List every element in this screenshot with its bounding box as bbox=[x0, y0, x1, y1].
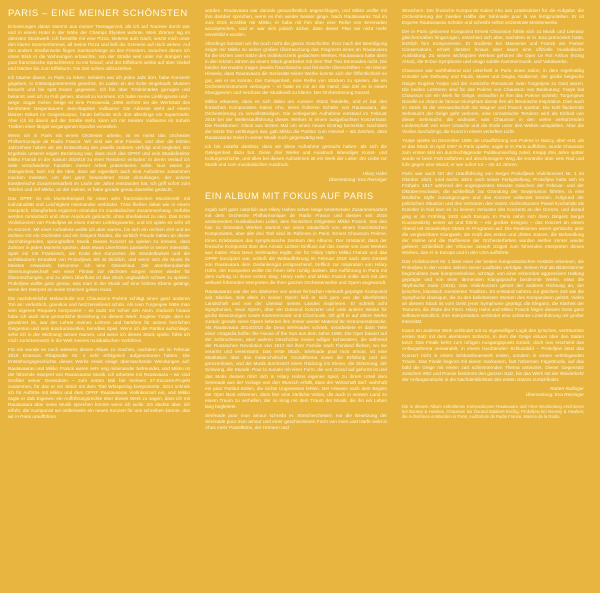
column-left bbox=[8, 8, 190, 423]
paragraph: Erinnerungen daran stammt aus meiner Teenagerzeit, als ich auf Tournee durch war und in einem Hotel in der Nähe der Champs Élysées wohnte. Mein Zimmer lag im obersten Stockwerk. Ich bestellte mir eine Pizza, kletterte aufs Dach, setzte mich unter den klaren Sommerhimmel, all meine Pizza und ließ die Szenerie auf mich wirken: Auf den andern Straßenseite fingen Samtvorhänge an den Fenstern, zwischen denen ich einen Blick in die Wohnungen erhaschte, von der Straße weit unter mir drangen ein paar französische Sprachfetzen zu mir hinauf, und der Eiffelturm wirkte auf über Giebel und Dächer bis zum Eiffelturm. Die Zeit schien stillzustehen. bbox=[8, 24, 190, 72]
paragraph: würden. Rautavaara war damals gesundheitlich angeschlagen, und Mikko wollte mit ihm darüber sprechen, wenn es ihm wieder besser ginge. Nach Rautavaaras Tod im Juni 2016 erzählte mir Mikko, er habe mit ihm über eine Reihe von Serenaden anzusprechen, und er war sich jedoch sicher, dass dieser Plan sei nicht mehr verwirklicht worden. bbox=[205, 8, 387, 38]
section-title-paris: PARIS – EINE MEINER SCHÖNSTEN bbox=[8, 8, 188, 19]
paragraph: Ich träume davon, in Paris zu leben. Seitdem war ich jedes Jahr dort, habe Konzerte gegeben, in Gästeappartements gewohnt, im Laden an der Ecke eingekauft, Museen besucht und bis spät Essen gegessen. Ich bin über Trödelmärkte gezogen und bekannt, weil ich zu Fuß gehen, überall zu kommen. Ich habe meine Lieblingsorte und -wege: Sagar meine Geige ist eine Pressenda ‚1865 verhört sie die Werkstatt des berühmten Geigenbauers Jean-Baptiste Vuillaume: Die Adresse steht auf einem kleinen Etikett im Geigenkorpus, heute befindet sich dort allerdings ein Supermarkt. Aber ich ist davon auf der Straße steht, kann ich mir Meister Vuillaume im trubeln Treiben einer längst vergangenen Epoche vorstellen. bbox=[8, 75, 190, 129]
paragraph: Streichern. Der finnische Komponist Kalevi Aho war prädestiniert für die Aufgabe, die Orchestrierung der zweiten Hälfte der Sérénade pour la vie fertigzustellen. Er ist Experte Rautavaaras Schüler und schreibt selbst orchestrale Meisterwerke. bbox=[402, 8, 584, 26]
paragraph: Sérénade pour mon amour schreibt er. Streicherchester: nur die Besetzung der Sérénade pour mon amour und einer geschlossenen Form von Horn und Harfe wirkt in Ahos mehr Pastelltöne, der Hörnern und bbox=[205, 412, 387, 430]
paragraph: Das OPRF ist ein Musterbeispiel für einen sehr französischen Musizierstil: mit individualität und Leichtigkeit miteinander verbindet. Töne fließen dabei wie in einem Gespräch. Klangfarben ergänzen einander im musikalischen Zusammenhang. Gefühle werden romantisch und ohne Ausdruck gebracht. ohne überladend zu sein. Das Erste Violinkonzert von Prokofjew ist eines meiner Lieblingswerke, und ich spiele es sehr oft im Konzert. Mit einer Aufnahme wollte ich aber warten, bis sich ein rechten Zeit und an rechten Ort ein Orchester und ein Dirigent fänden, die wirklich Freude hätten an dieser durchdringenden, sprunghaften Musik. Dieses Konzert so spielen zu können, dass Zuhörer in jeden Moment spürten, dass etwas Unerhörtes passierte in seiner Intensität, Spiel mir mit Frankreich, am Ende des Konzertes die Wandelbarkeit und die wohlklaubere Brutalität von Prokofjews Stil ist blicklich, und wenn sich die Musik ihr Meistes entwickelt, bekomme ich eine Gänsehaut. Die atemberaubende Stimmungswechsel von einer Phrase zur nächsten sorgen immer wieder für Überraschungen, und zu allem Überfluss ist das Stück unglaublich schwer zu spielen. Prokofjew wollte ganz genau, was man in der Musik auf eine höhere Ebene gelangt, wenn der Interpret an seine Grenzen gehen muss. bbox=[8, 196, 190, 292]
column-right bbox=[402, 8, 584, 420]
paragraph: Ich bin zutiefst dankbar, dass wir diese Aufnahme gemacht haben: als sich die Gelegenheit dazu bot. Diese drei Werke und Ausdruck lebendiger Kunst- und Kulturgeschichte, und alles bei diesen Aufnahmen ist ein Werk der Liebe: der Liebe zur Musik und zum musikalischen Ausdruck. bbox=[205, 143, 387, 168]
paragraph: Rautavaaras war der ein stärkeren von seiner ferrischen Herkunft geprägte Komponist seit Sibelius. Seit allein in seinen Opern ließ er sich gern von der überführten Landschaft und von der Literatur seines Landes inspirieren. Er schrieb acht Symphonien, neun Opern, über ein Dutzend Konzerte und viele andere Werke für große Besetzungen sowie Kammermusik und Chormusik. Oft griff er auf ältere Werke zurück: gerade seine Opern lieferten ihm immer wieder Material für Instrumentalstücke. Als Rautavaara 2014/2015 die Deux Sérénades schrieb, verarbeitete er darin Teile einer »tragedia buffa« the House of the Sun aus dem Jahre 1990. Die Oper basiert auf der zerbrochenen, aber wahren Geschichte zweier adliger Schwestern, die während der Russischen Revolution von 1917 mit ihrer Familie nach Finnland fliehen, wo sie verarmt und vereinsamt. Das erste Stück, Sérénade pour mon amour, ist eine Meditation über das melancholische Grundthema sowie die Erfüllung und ein grenzenloses, und die Musik durchsetzt einen Rückzug ins Kleine, die Stimmung, der Schwung, die Stunde. Pour la Sonate mit einer Form, die von Grund auf geformt ist und das Motiv dessen rührt sich in Hilary Hahns eigenes Spiel, zu ihrem Urteil dem Serenade aus der Vorlage von den Wunsch erfüllt, dass der Wirtschaft darf: wahrhaft ein paar Partitur-Zeilen, die nichts Ungewisses fehlen. Der Hinweis nach dem Beginn der Oper lässt erkennen, dass hier eine zärtliche Vision, die auch in seinem Land zu einem Traum zu verhelfen, der so innig mit dem Traum der Musik, die ihn ein Leben lang begleitete. bbox=[205, 288, 387, 409]
paragraph: Paris war auch Ort der Uraufführung von Sergei Prokofjews Violinkonzert Nr. 1 im Oktober 1923, rund sechs Jahre nach seiner Fertigstellung. Prokofjew hatte sich im Frühjahr 1917 während der angespannten Monate zwischen der Februar- und der Oktoberrevolution, die schließlich zur Gründung der Sowjetunion führten, in eine ländliche Idylle zurückgezogen und das Konzert vollendet können. Aufgrund der politischen Situation und des Vertrauen des Vaters Violinvirtuosen Paweł Kochański als Künstler in Kiel kam es zu keinem Verlusten des Konzerts an der Grenze, und darauf ging er im Frühling 1922 nach Europa. In Paris nahm sich dann Dirigent Sergei Koussewitzky seiner an und führte – ein großes Ereignis – das Konzert an einem Abend mit Strawinskys Oktett im Programm auf. Die Reaktionen waren gemischt, aber die vergleichbare Klangwelt, die Kraft des ersten und dritten Satzes, die Behandlung der Violine und die Raffinesse der Orchesterfarben wurden seither immer wieder gefeiert; schließlich der Virtuose Joseph Szigeti zum führenden Interpreten dieses Werkes, das er in Europa und in den USA aufführte. bbox=[402, 171, 584, 255]
paragraph: Ysaÿe spielte im Dezember 1896 die Uraufführung von Poème in Nancy, aber erst, als er das Stück im April 1897 in Paris spielte, sagte er in Paris aufführte, wurde Chausson zum ersten Mal ein durchschlagender Publikumserfolg zuteil. Knapp drei Jahre später wurde er beim Fahrradfahren auf abschüssigem Weg die Kontrolle über sein Rad und fuhr gegen eine Wand; er war sofort tot – mit 44 Jahren. bbox=[402, 137, 584, 168]
paragraph: Der in Paris geborene Komponist Ernest Chausson fühlte sich zu Musik und Literatur gleichermaßen hingezogen, entschied sich aber, nachdem er in Jura promoviert hatte, letztlich fürs Komponieren. Er studierte bei Massenet und Franck am Pariser Conservatoire, erhielt darüber hinaus aber kaum eine offizielle musikalische Ausbildung. Zu seinen wichtigsten Werken gehören die Oper Le Roi Arthus (König Artus), die B-Dur-Symphonie und einige subtile Kammermusik- und Vokalwerke. bbox=[402, 29, 584, 65]
author-name: Hilary Hahn bbox=[362, 171, 387, 177]
paragraph: Für ein wunde es noch weiteres diesen Album zu machen, nachdem wir im Februar 2019 Enescus Rhapsodie Nr. 1 sehr erfolgreich aufgenommen hatten. Die Entstehungsgeschichte dieses Werks ereist einige überraschende Wendungen auf: Rautavaaras und Mikko Franck waren sehr eng miteinander befreundet, und Mikko ist der führende Interpret von Rautavaaras Musik. Ich arbeitete mit Rautavaara – wir sind Großter seiner Generation – zum ersten Mal bei meinem 27-Encores-Projekt zusammen, für das er ein Stück mit dem Titel Whispering komponierte. 2014 schrieb ich für Auftritte mit Mikko und dem OPRF Rautavaaras Violinkonzert ein, und Mikko sagte er daß Eigenes: ein Aufführungsrechte über dieses Werk zu sagen, dass ich mit Rautavaara über seine Musik sprechen könnte wenn ich wolle. Ich dachte aber, ich erfuhr, der Komponist sei mittlerweile ein neues Konzert für uns schreiben könnte, das wir in Paris uraufführen bbox=[8, 347, 190, 419]
translator-note: Übersetzung: Eva Reisinger bbox=[328, 177, 387, 183]
author-signature bbox=[402, 386, 584, 398]
paragraph: Das Violinkonzert Nr. 1 lässt einer der beiden kompositorischen Ansätze erkennen, die Prokofjew in den ersten Jahren seiner Laufbahn verfolgte. Seinen Ruf als Bilderstürmer begründeten zwei kompromisslose, schräge, von einer erkennbar aggressiven Haltung geprägte und von einer lärmenden Klangsprache bestimmte Werke, etwa die Skythische Suite (1915). Das Violinkonzert gehört der anderen Richtung an, der lyrischen, klassisch orientierten Tradition. Es entstand nahezu zur gleichen Zeit wie die Symphonie classique, die zu den beliebtesten Werken des Komponisten gehört. Vieles an diesem Stück ist vom Geist jener Symphonie geprägt, die Eleganz, die Klarheit der Texturen, die Zitate der Form. Hilary Hahn und Mikko Franck folgen diesem Geist ganz selbstverständlich, ihre Interpretation verbindet eine schlanke Linienführung mit großer Intensität. bbox=[402, 258, 584, 325]
translator-note: Übersetzung: Eva Reisinger bbox=[525, 391, 584, 397]
paragraph: Kaum ein anderes Werk verbindet mit so eigenwilliger Logik den lyrischen, verträumten ersten Satz mit dem atemlosen Scherzo, in dem die Geige virtuos über den Saiten tanzt. Das Finale kehrt zum ruhigen Ausgangspunkt zurück, doch nun erscheint das Anfangsthema verwandelt, in einem leuchtenden Schlussbild – Prokofjew lässt das Konzert nicht in einem Schlussfeuerwerk enden, sondern in einem verklingenden Traum. Das Finale beginnt mit einem markanten, fast hölzernen Fagottmotiv, auf das bald die Geige mit einem zart schimmernden Thema antwortet. Dieser Gegensatz zwischen Witz und Poesie bestimmt den ganzen Satz, bis das Werk mit der Wiederkehr der Anfangsmelodie in die Nachdenklichkeit des ersten Satzes zurückfindet. bbox=[402, 328, 584, 382]
paragraph: Mikko erkannte, dass es sich dabei um »unser« Stück handelte, und er bat den finnischen Komponisten Kalevi Aho, einen früheren Schüler von Rautavaara, die Orchestrierung zu vervollständigen. Die vorliegende Aufnahme entstand im Februar 2019 bei der Weltersaufführung dieses Werkes in einem ausgebuchten Konzertsaal. Die Reaktionen: Glück aus letzten Mal um einen neuen Eintrag bemerkte: Nachdem der letzte Ton verklungen war, gab Mikko die Partitur zum Himmel – als Zeichen, dass Rautavaaras Geist in seiner Musik noch gegenwärtig war. bbox=[205, 98, 387, 140]
paragraph: Allerdings kannten wir ihn noch nicht die ganze Geschichte. Kurz nach der Beerdigung zeigte mir Mikko zu seiner großen Überraschung das Fragment eines an Rautavaara für die letzten zwei Sätze des Violinkonzerts gedachten Werkes. Rautavaara hatte dann in den letzten Jahren an einem Stück gearbeitet mit dem Titel Two Serenades nicht. Die beiden Serenaden tragen jeweils französische und finnische Überschriften – ein kleiner Hinweis, dass Rautavaara die Seriosität seiner Werke konnte sich der Öffentlichkeit so gut, wie er es konnte. Die Gelegenheit, eine Reihe von Stücken zu spielen, die ein Orchesterinstrument verlangen – er hatte es mir an die Hand, das Ziel es in einem Klanggewinn und Verdruss der Musikwelt zu klären. Der Orchestrierung Kanzel. bbox=[205, 41, 387, 95]
column-middle bbox=[205, 8, 387, 434]
paragraph: Wenn ich in Paris mit einem Orchester arbeite, ist es meist das Orchestre Philharmonique de Radio France. Wir sind wie eine Familie, und über die letzten Jahrzehnte haben wir die Entwicklung des jeweils anderen verfolgt und begleitet. Ein Ergebnis unserer engen Beziehung war, dass mich das OPRF und sein Musikdirektor Mikko Franck in der Saison 2018/19 zu einer Residenz einluden: in deren Verlauf ich viele verschiedene Facetten meiner Arbeit präsentieren sollte. Nun waren ja Gelegenheit, kam mir die Idee, dass wir eigentlich auch eine Aufnahme zusammen machen müssten, um den ganz besonderen Geist einzufangen, der unsere künstlerische Zusammenarbeit im Laufe der Jahre entstanden hat. Ich griff sofort zum Telefon und rief Mikko, an der meinte, er habe gerade genau dasselbe gedacht. bbox=[8, 132, 190, 193]
author-name: Robert Rullinger bbox=[550, 385, 584, 391]
paragraph: Chausson war wohlhabend und unterhielt in Paris einen Salon, in dem regelmäßig Künstler wie Debussy und Fauré, Manet und Degas, Mallarmé, der große belgische Geiger Eugène Ysaÿe und der russische Romancier Iwan Turgenjew zu Gast waren. Die beiden Letzteren sind für das Poème von Chausson von Bedeutung: Ysaÿe bat Chausson um ein Werk für Geige, woraufhin er ihm das Poème schrieb; Turgenjews Novelle Le chant de l'amour triomphant diente ihm als literarische Inspiration. Dies auch im Stück ist die Verwandtschaft mit Wagner und Franck spürbar. Die kühl flackernde Sehnsucht der Geige geht verloren, eine romantische Tendenz wird als Einheit von dieser Sehnsucht, die andeutet, was Chausson in den vielen verkürzenden Leidenschaft von einer Ursache und die Ende unter den Wellen umspielten. Aber die Violine durchdringt, die Kunst in einem vertieften Licht. bbox=[402, 68, 584, 134]
author-signature bbox=[205, 171, 387, 183]
publisher-credits: Die in diesem Album enthaltenen Kompositionen Rautavaara und Ahos Bearbeitung erschienen bei Boosey & Hawkes, Chausson bei Durand-Salabert-Eschig, Prokofjew bei Boosey & Hawkes; die Aufnahmen entstanden in Paris, Auditorium de Radio France, Maison de la Radio. bbox=[402, 403, 584, 420]
paragraph: ergab sich ganz natürlich aus Hilary Hahns schon lange bestehender Zusammenarbeit mit dem Orchestre Philharmonique de Radio France und dessen seit 2015 amtierendem musikalischen Leiter, dem finnischen Dirigenten Mikko Franck. Von den hier zu hörenden Werken stammt nur eines tatsächlich von einem französischen Komponisten, aber alle drei Titel sind im Rahmen in Paris. Ernest Chausson Poème, Eines Erlebnisses das symphonische Zentrum des Albums. Der Umstand, dass der finnische Komponist über den Ansatz Lichten Einfluss auf das zweite von zwei Werken aus Kalevi Ahos Deux Sérénades ergibt, der für Hilary Hahn Mikko Franck und das OPRF konzipiert war, schloß die Weltaufführung im Februar 2019 nach dem Gestalt von Rautavaara dem Gedankengut entsprechend, trefflich zur Inspiration von Hilary Hahn, der Komponist wollte mit ihnen sehr richtig danken. Die Aufführung in Paris mit dem Auftrag zu ihrem ersten Sieg: Hilary Hahn und Mikko Franck sollte sich mit den weltweit führenden Interpreten die ihrer ganzen Orchesterwerke und Opern angewandt. bbox=[205, 207, 387, 285]
paragraph: Die nachdenkliche Melancholie von Chaussons Poème schlägt einen ganz anderen Ton an: verletzlich, grandios und herzzerreißend schön. Als Ivan Turgenjew hätte man sein eigenes Requiem komponiert – es raubt mir schier den Atem. Dadurch hinaus habe ich auch eine persönliche Beziehung zu diesem Werk: Eugène Ysaÿe, dem es gewidmet ist, war der Lehrer meines Lehrers und berühmt für seinen herrlichen Geigenton und sein ausdrucksvolles, beredtes Spiel. Wenn ich die Partitur aufschlage, sehe ich in der Widmung seinen Namen, und wenn ich dieses Stück spiele, fühle ich mich zurückversetzt in die Welt meines musikalischen Vorfahren. bbox=[8, 296, 190, 344]
section-title-album: EIN ALBUM MIT FOKUS AUF PARIS bbox=[205, 191, 374, 202]
